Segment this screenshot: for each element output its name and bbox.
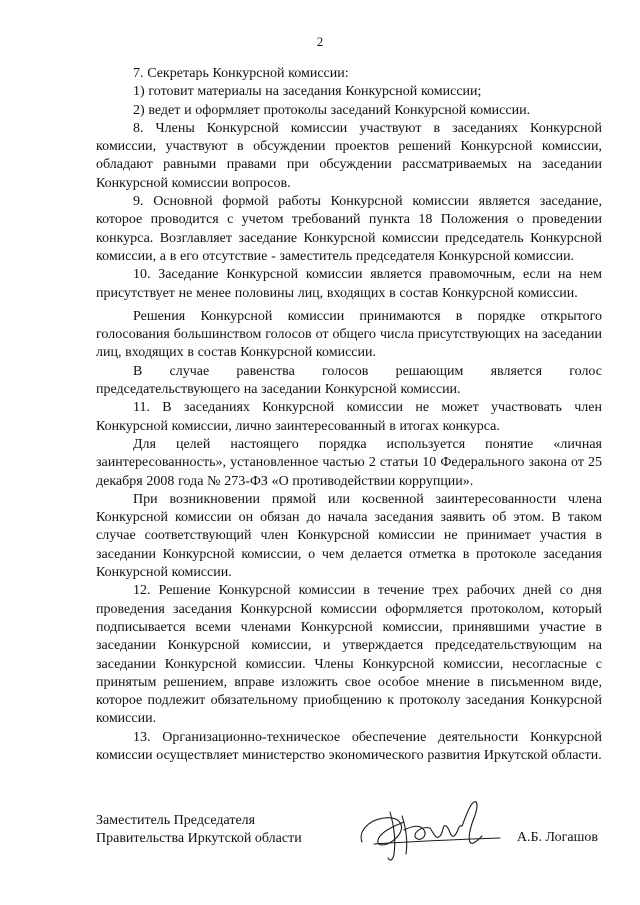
handwritten-signature	[354, 796, 504, 866]
signature-block	[96, 812, 602, 872]
signer-title	[96, 812, 302, 847]
paragraph-item-11: 11. В заседаниях Конкурсной комиссии не может участвовать член Конкурсной комиссии, лично заинтересованный в итогах конкурса.	[96, 400, 602, 434]
paragraph-item-7: 7. Секретарь Конкурсной комиссии:	[133, 66, 349, 81]
paragraph-item-13: 13. Организационно-техническое обеспечение деятельности Конкурсной комиссии осуществляет министерство экономического развития Иркутской области.	[96, 729, 602, 763]
paragraph-item-8: 8. Члены Конкурсной комиссии участвуют в заседаниях Конкурсной комиссии, участвуют в обсуждении проектов решений Конкурсной комиссии, обладают равными правами при обсуждении рассматриваемых на заседании Конкурсной комиссии вопросов.	[96, 120, 602, 191]
paragraph-conflict-of-interest: При возникновении прямой или косвенной заинтересованности члена Конкурсной комиссии он обязан до начала заседания заявить об этом. В таком случае соответствующий член Конкурсной комиссии не принимает участия в заседании Конкурсной комиссии, о чем делается отметка в протоколе заседания Конкурсной комиссии.	[96, 491, 602, 581]
paragraph-item-10: 10. Заседание Конкурсной комиссии является правомочным, если на нем присутствует не менее половины лиц, входящих в состав Конкурсной комиссии.	[96, 267, 602, 301]
signer-title-line-1: Заместитель Председателя	[96, 813, 256, 828]
signer-title-line-2: Правительства Иркутской области	[96, 830, 302, 846]
paragraph-subitem-7-2: 2) ведет и оформляет протоколы заседаний Конкурсной комиссии.	[133, 102, 531, 118]
paragraph-item-12: 12. Решение Конкурсной комиссии в течение трех рабочих дней со дня проведения заседания Конкурсной комиссии оформляется протоколом, который подписывается всеми членами Конкурсной комиссии, принявшими участие в заседании Конкурсной комиссии, и утверждается председательствующим на заседании Конкурсной комиссии. Члены Конкурсной комиссии, несогласные с принятым решением, вправе изложить свое особое мнение в письменном виде, которое подлежит обязательному приобщению к протоколу заседания Конкурсной комиссии.	[96, 583, 602, 727]
paragraph-item-9: 9. Основной формой работы Конкурсной комиссии является заседание, которое проводится с учетом требований пункта 18 Положения о проведении конкурса. Возглавляет заседание Конкурсной комиссии председатель Конкурсной комиссии, а в его отсутствие - заместитель председателя Конкурсной комиссии.	[96, 194, 602, 264]
paragraph-personal-interest: Для целей настоящего порядка используется понятие «личная заинтересованность», установленное частью 2 статьи 10 Федерального закона от 25 декабря 2008 года № 273-ФЗ «О противодействии коррупции».	[96, 436, 602, 489]
signer-name: А.Б. Логашов	[516, 830, 598, 845]
paragraph-subitem-7-1: 1) готовит материалы на заседания Конкурсной комиссии;	[133, 84, 482, 100]
document-body	[96, 65, 602, 765]
paragraph-decisions: Решения Конкурсной комиссии принимаются в порядке открытого голосования большинством голосов от общего числа присутствующих на заседании лиц, входящих в состав Конкурсной комиссии.	[96, 308, 602, 361]
paragraph-tie-vote: В случае равенства голосов решающим является голос председательствующего на заседании Конкурсной комиссии.	[96, 363, 602, 398]
page-number: 2	[316, 34, 324, 49]
